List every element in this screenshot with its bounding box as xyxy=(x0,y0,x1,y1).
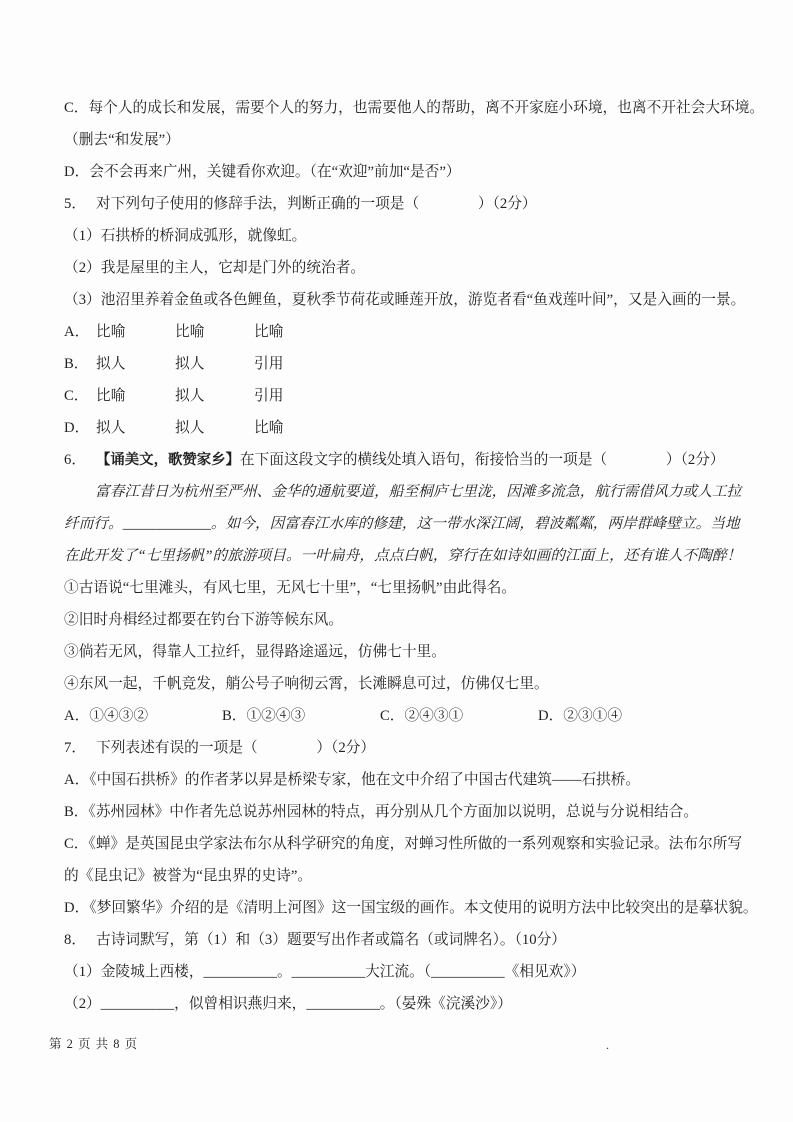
q6-passage-line-3: 在此开发了“七里扬帆”的旅游项目。一叶扁舟，点点白帆，穿行在如诗如画的江面上，还有谁人不陶醉！ xyxy=(64,548,742,564)
q5-number: 5． xyxy=(64,196,87,212)
q5-option-b-cell-2: 拟人 xyxy=(175,356,205,372)
q5-option-c xyxy=(64,380,754,412)
q5-sentence-3: （3）池沼里养着金鱼或各色鲤鱼，夏秋季节荷花或睡莲开放，游览者看“鱼戏莲叶间”，又是入画的一景。 xyxy=(64,292,746,308)
q5-option-a-cell-1: 比喻 xyxy=(96,324,126,340)
q5-sentence-2: （2）我是屋里的主人，它却是门外的统治者。 xyxy=(64,260,366,276)
q6-option-c: C．②④③① xyxy=(380,708,464,724)
q6-option-b: B．①②④③ xyxy=(222,708,306,724)
q5-option-c-cell-1: 比喻 xyxy=(96,388,126,404)
prev-question-option-c-note: （删去“和发展”） xyxy=(64,132,180,148)
q6-stem: 在下面这段文字的横线处填入语句，衔接恰当的一项是（ ）（2分） xyxy=(239,452,725,468)
q6-sentence-1: ①古语说“七里滩头，有风七里，无风七十里”，“七里扬帆”由此得名。 xyxy=(64,580,517,596)
q7-option-c: C．《蝉》是英国昆虫学家法布尔从科学研究的角度，对蝉习性所做的一系列观察和实验记录。法布尔所写 xyxy=(64,836,743,852)
q5-option-b-label: B． xyxy=(64,356,89,372)
q8-number: 8． xyxy=(64,932,87,948)
q7-option-c-continued: 的《昆虫记》被誉为“昆虫界的史诗”。 xyxy=(64,868,313,884)
q5-option-d-cell-1: 拟人 xyxy=(96,420,126,436)
q5-option-a-cell-2: 比喻 xyxy=(175,324,205,340)
q8-item-1: （1）金陵城上西楼，__________。__________大江流。（__________《相见欢》） xyxy=(64,964,586,980)
q5-option-c-cell-3: 引用 xyxy=(254,388,284,404)
q5-option-b-cell-3: 引用 xyxy=(254,356,284,372)
q5-sentence-1: （1）石拱桥的桥洞成弧形，就像虹。 xyxy=(64,228,307,244)
q6-number: 6． xyxy=(64,452,87,468)
q7-option-b: B．《苏州园林》中作者先总说苏州园林的特点，再分别从几个方面加以说明，总说与分说相结合。 xyxy=(64,804,699,820)
q7-stem-line xyxy=(64,732,754,764)
q8-stem: 古诗词默写，第（1）和（3）题要写出作者或篇名（或词牌名）。（10分） xyxy=(96,932,566,948)
q5-option-a-label: A． xyxy=(64,324,90,340)
q7-stem: 下列表述有误的一项是（ ）（2分） xyxy=(96,740,376,756)
q6-passage-line-1: 富春江昔日为杭州至严州、金华的通航要道，船至桐庐七里泷，因滩多流急，航行需借风力或人工拉 xyxy=(95,484,742,500)
prev-question-option-c: C．每个人的成长和发展，需要个人的努力，也需要他人的帮助，离不开家庭小环境，也离不开社会大环境。 xyxy=(64,100,765,116)
q8-stem-line xyxy=(64,924,754,956)
q5-stem-line xyxy=(64,188,754,220)
q5-option-d xyxy=(64,412,754,444)
prev-question-option-d: D．会不会再来广州，关键看你欢迎。（在“欢迎”前加“是否”） xyxy=(64,164,461,180)
q8-item-2: （2）__________，似曾相识燕归来，__________。（晏殊《浣溪沙》） xyxy=(64,996,512,1012)
q6-sentence-2: ②旧时舟楫经过都要在钓台下游等候东风。 xyxy=(64,612,344,628)
q5-option-d-cell-3: 比喻 xyxy=(254,420,284,436)
page-content xyxy=(64,92,765,1020)
q6-theme-tag: 【诵美文，歌赞家乡】 xyxy=(96,452,240,468)
q5-stem: 对下列句子使用的修辞手法，判断正确的一项是（ ）（2分） xyxy=(96,196,537,212)
q5-option-d-cell-2: 拟人 xyxy=(175,420,205,436)
q7-option-a: A．《中国石拱桥》的作者茅以昇是桥梁专家，他在文中介绍了中国古代建筑——石拱桥。 xyxy=(64,772,641,788)
q6-passage-line-2: 纤而行。____________。如今，因富春江水库的修建，这一带水深江阔，碧波粼粼，两岸群峰壁立。当地 xyxy=(64,516,740,532)
q6-option-a: A．①④③② xyxy=(64,708,149,724)
q7-option-d: D．《梦回繁华》介绍的是《清明上河图》这一国宝级的画作。本文使用的说明方法中比较突出的是摹状貌。 xyxy=(64,900,758,916)
q5-option-c-label: C． xyxy=(64,388,89,404)
q6-option-d: D．②③①④ xyxy=(538,708,623,724)
q5-option-d-label: D． xyxy=(64,420,90,436)
q6-sentence-4: ④东风一起，千帆竞发，艄公号子响彻云霄，长滩瞬息可过，仿佛仅七里。 xyxy=(64,676,549,692)
q5-option-c-cell-2: 拟人 xyxy=(175,388,205,404)
q5-option-a-cell-3: 比喻 xyxy=(254,324,284,340)
page-footer: 第 2 页 共 8 页 xyxy=(49,1037,139,1051)
stray-mark: . xyxy=(606,1038,609,1052)
q6-options-row xyxy=(64,700,754,732)
q5-option-b xyxy=(64,348,754,380)
q6-stem-line xyxy=(64,444,754,476)
q5-option-a xyxy=(64,316,754,348)
q6-sentence-3: ③倘若无风，得靠人工拉纤，显得路途遥远，仿佛七十里。 xyxy=(64,644,446,660)
q7-number: 7． xyxy=(64,740,87,756)
q5-option-b-cell-1: 拟人 xyxy=(96,356,126,372)
